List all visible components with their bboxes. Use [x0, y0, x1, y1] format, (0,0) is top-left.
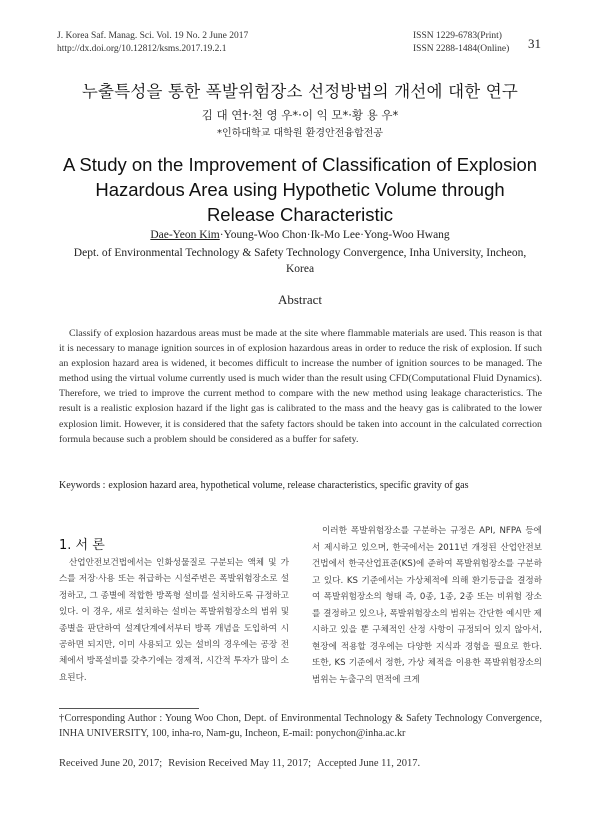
first-author: Dae-Yeon Kim: [150, 229, 220, 241]
journal-header-right: [413, 30, 509, 56]
page-number: 31: [528, 36, 541, 51]
intro-left-column: 산업안전보건법에서는 인화성물질로 구분되는 액체 및 가스를 저장·사용 또는 취급하는 시설주변은 폭발위험장소로 설정하고, 그 종별에 적합한 방폭형 설비를 설치하도록 규정하고 있다. 이 경우, 새로 설치하는 설비는 폭발위험장소의 범위 및 종별을 판단하여 설계단계에서부터 방폭 개념을 도입하여 시공하면 되지만, 이미 사용되고 있는 설비의 경우에는 공장 전체에서 방폭설비를 갖추기에는 경제적, 시간적 투자가 많이 소요된다.: [59, 558, 289, 683]
korean-title: 누출특성을 통한 폭발위험장소 선정방법의 개선에 대한 연구: [81, 82, 519, 101]
accepted-date: Accepted June 11, 2017.: [317, 758, 421, 769]
section-heading-introduction: 1. 서 론: [59, 538, 105, 553]
keywords-list: explosion hazard area, hypothetical volume, release characteristics, specific gravity of gas: [108, 480, 469, 491]
journal-citation-line: J. Korea Saf. Manag. Sci. Vol. 19 No. 2 June 2017: [57, 31, 249, 41]
english-title: A Study on the Improvement of Classification of Explosion Hazardous Area using Hypothetic Volume through Release Characteristic: [62, 154, 538, 225]
received-dates: [59, 758, 542, 769]
issn-print: ISSN 1229-6783(Print): [413, 31, 502, 41]
english-authors: [0, 229, 600, 241]
corresponding-author-footnote: †Corresponding Author : Young Woo Chon, Dept. of Environmental Technology & Safety Technology Convergence, INHA UNIVERSITY, 100, inha-ro, Nam-gu, Incheon, E-mail: ponychon@inha.ac.kr: [59, 713, 542, 739]
journal-header-left: [57, 30, 248, 56]
received-date: Received June 20, 2017;: [59, 758, 163, 769]
footnote-divider: [59, 708, 199, 709]
issn-online: ISSN 2288-1484(Online): [413, 44, 510, 54]
revised-date: Revision Received May 11, 2017;: [168, 758, 312, 769]
keywords-line: [59, 480, 542, 491]
abstract-heading: Abstract: [277, 292, 323, 307]
abstract-body: Classify of explosion hazardous areas must be made at the site where flammable materials are used. This reason is that it is necessary to manage ignition sources in of explosion hazardous areas in order to reduce the risk of explosion. If such an explosion hazard area is widened, it becomes difficult to increase the number of ignition sources to be managed. The method using the virtual volume currently used is much wider than the result using CFD(Computational Fluid Dynamics). Therefore, we tried to improve the current method to compare with the new method using leakage characteristics. The result is a realistic explosion hazard if the light gas is calibrated to the mass and the heavy gas is calibrated to the lower explosion limit. However, it is considered that the safety factors should be taken into account in the calculated correction formula because such a problem should be considered as a buffer for safety.: [59, 328, 542, 445]
korean-affiliation: *인하대학교 대학원 환경안전융합전공: [217, 128, 383, 139]
korean-authors: 김 대 연†·천 영 우*·이 익 모*·황 용 우*: [201, 108, 399, 122]
doi-link[interactable]: http://dx.doi.org/10.12812/ksms.2017.19.2.1: [57, 44, 227, 54]
english-affiliation: Dept. of Environmental Technology & Safety Technology Convergence, Inha University, Incheon, Korea: [73, 247, 527, 275]
keywords-label: Keywords :: [59, 480, 106, 491]
coauthors: ·Young-Woo Chon·Ik-Mo Lee·Yong-Woo Hwang: [219, 229, 450, 241]
intro-right-column: 이러한 폭발위험장소를 구분하는 규정은 API, NFPA 등에서 제시하고 있으며, 한국에서는 2011년 개정된 산업안전보건법에서 한국산업표준(KS)에 준하여 폭발위험장소를 구분하고 있다. KS 기준에서는 가상체적에 의해 환기등급을 결정하여 폭발위험장소의 형태 즉, 0종, 1종, 2종 또는 비위험 장소를 결정하고 있으나, 폭발위험장소의 범위는 간단한 예시만 제시하고 있을 뿐 구체적인 산정 사항이 규정되어 있지 않아서, 현장에 적용할 경우에는 다양한 지식과 경험을 필요로 한다. 또한, KS 기준에서 정한, 가상 체적을 이용한 폭발위험장소의 범위는 누출구의 면적에 크게: [312, 526, 542, 685]
